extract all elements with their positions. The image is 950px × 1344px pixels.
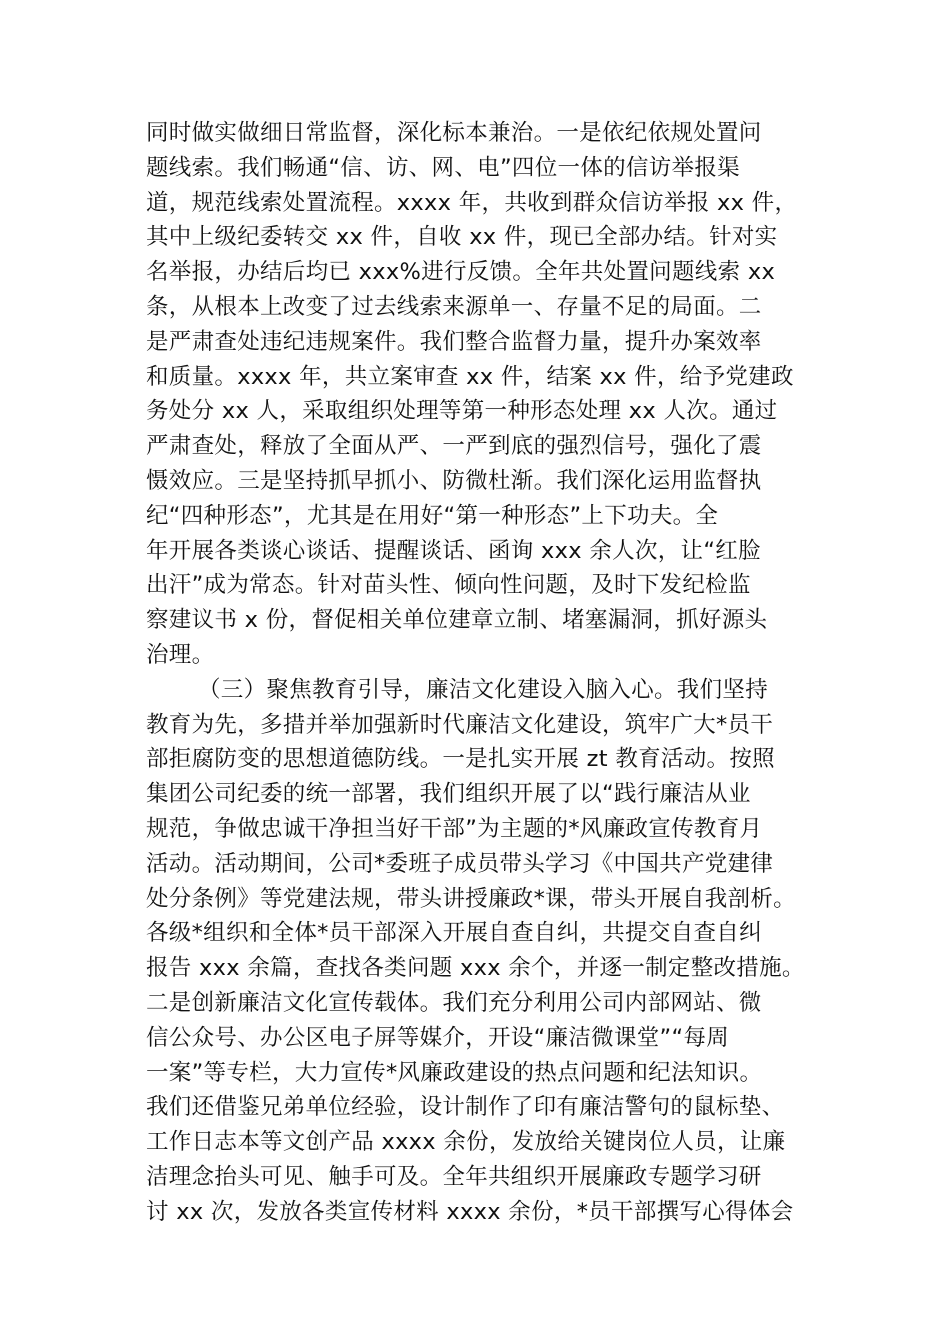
text-line: 察建议书 x 份，督促相关单位建章立制、堵塞漏洞，抓好源头 <box>146 607 768 634</box>
text-line: 处分条例》等党建法规，带头讲授廉政*课，带头开展自我剖析。 <box>146 885 796 912</box>
text-line: 部拒腐防变的思想道德防线。一是扎实开展 zt 教育活动。按照 <box>146 746 775 773</box>
text-line: 信公众号、办公区电子屏等媒介，开设“廉洁微课堂”“每周 <box>146 1024 730 1051</box>
text-line: 条，从根本上改变了过去线索来源单一、存量不足的局面。二 <box>146 293 762 320</box>
text-line: 各级*组织和全体*员干部深入开展自查自纠，共提交自查自纠 <box>146 920 762 947</box>
body-paragraph-education <box>146 673 814 1230</box>
text-line: 慑效应。三是坚持抓早抓小、防微杜渐。我们深化运用监督执 <box>146 467 762 494</box>
text-line: 出汗”成为常态。针对苗头性、倾向性问题，及时下发纪检监 <box>146 572 751 599</box>
text-line: 治理。 <box>146 641 215 668</box>
text-line: 题线索。我们畅通“信、访、网、电”四位一体的信访举报渠 <box>146 154 740 181</box>
text-line: （三）聚焦教育引导，廉洁文化建设入脑入心。我们坚持 <box>198 676 769 703</box>
text-line: 二是创新廉洁文化宣传载体。我们充分利用公司内部网站、微 <box>146 989 762 1016</box>
text-line: 同时做实做细日常监督，深化标本兼治。一是依纪依规处置问 <box>146 120 762 146</box>
text-line: 务处分 xx 人，采取组织处理等第一种形态处理 xx 人次。通过 <box>146 398 778 425</box>
text-line: 名举报，办结后均已 xxx%进行反馈。全年共处置问题线索 xx <box>146 259 776 286</box>
text-line: 工作日志本等文创产品 xxxx 余份，发放给关键岗位人员，让廉 <box>146 1129 786 1156</box>
text-line: 讨 xx 次，发放各类宣传材料 xxxx 余份，*员干部撰写心得体会 <box>146 1198 794 1225</box>
text-line: 其中上级纪委转交 xx 件，自收 xx 件，现已全部办结。针对实 <box>146 224 778 251</box>
text-line: 和质量。xxxx 年，共立案审查 xx 件，结案 xx 件，给予党建政 <box>146 363 794 390</box>
text-line: 活动。活动期间，公司*委班子成员带头学习《中国共产党建律 <box>146 850 774 877</box>
text-line: 洁理念抬头可见、触手可及。全年共组织开展廉政专题学习研 <box>146 1163 762 1190</box>
text-line: 是严肃查处违纪违规案件。我们整合监督力量，提升办案效率 <box>146 328 762 355</box>
text-line: 教育为先，多措并举加强新时代廉洁文化建设，筑牢广大*员干 <box>146 711 774 738</box>
document-page <box>146 116 814 1230</box>
text-line: 规范，争做忠诚干净担当好干部”为主题的*风廉政宣传教育月 <box>146 815 763 842</box>
text-line: 严肃查处，释放了全面从严、一严到底的强烈信号，强化了震 <box>146 433 762 460</box>
text-line: 道，规范线索处置流程。xxxx 年，共收到群众信访举报 xx 件， <box>146 189 798 216</box>
text-line: 纪“四种形态”，尤其是在用好“第一种形态”上下功夫。全 <box>146 502 719 529</box>
text-line: 一案”等专栏，大力宣传*风廉政建设的热点问题和纪法知识。 <box>146 1059 763 1086</box>
text-line: 集团公司纪委的统一部署，我们组织开展了以“践行廉洁从业 <box>146 781 751 808</box>
text-line: 我们还借鉴兄弟单位经验，设计制作了印有廉洁警句的鼠标垫、 <box>146 1094 785 1121</box>
body-paragraph-supervision <box>146 116 814 673</box>
text-line: 报告 xxx 余篇，查找各类问题 xxx 余个，并逐一制定整改措施。 <box>146 955 805 982</box>
text-line: 年开展各类谈心谈话、提醒谈话、函询 xxx 余人次，让“红脸 <box>146 537 761 564</box>
